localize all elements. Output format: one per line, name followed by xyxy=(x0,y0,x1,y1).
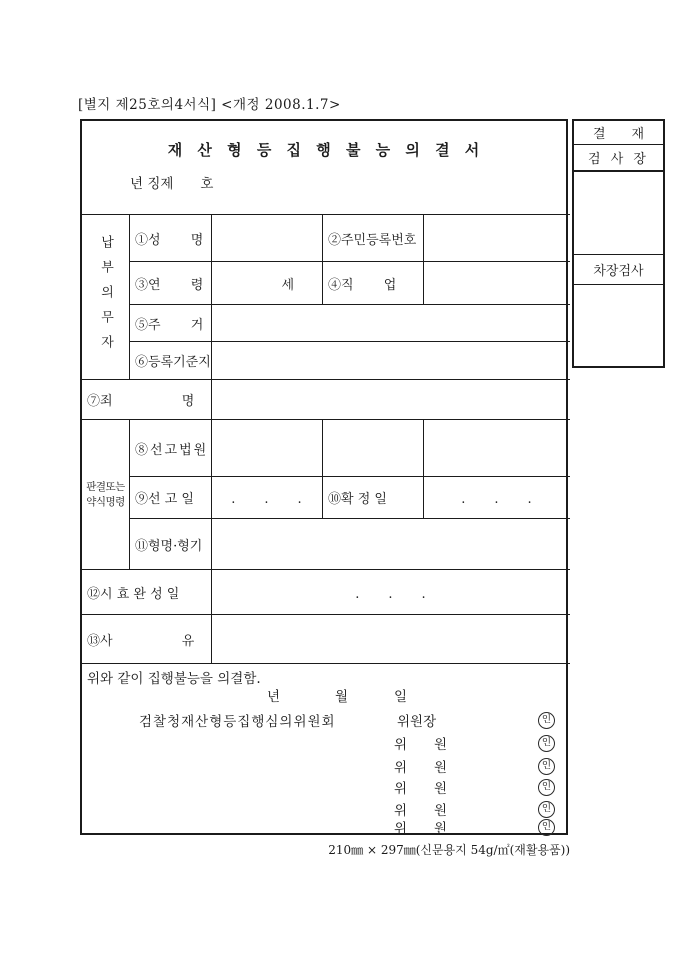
member-seal-row xyxy=(538,778,555,796)
judgment-group-label xyxy=(82,420,130,570)
title-block xyxy=(82,121,570,215)
seal-icon: 인 xyxy=(538,712,555,729)
date-month-label: 월 xyxy=(335,689,349,705)
sentence-date-label: ⑨선 고 일 xyxy=(130,477,212,519)
approval-sign-space-deputy-chief[interactable] xyxy=(574,285,663,366)
member-label: 위 원 xyxy=(394,737,448,753)
age-field[interactable]: 세 xyxy=(212,262,323,305)
domicile-label: ⑥등록기준지 xyxy=(130,342,212,380)
crime-field[interactable] xyxy=(212,380,570,420)
member-seal-row xyxy=(538,800,555,818)
job-field[interactable] xyxy=(424,262,570,305)
seal-icon: 인 xyxy=(538,758,555,775)
penalty-field[interactable] xyxy=(212,519,570,570)
name-label: ①성 명 xyxy=(130,215,212,262)
judgment-group-label-line2: 약식명령 xyxy=(86,495,125,508)
case-number-line[interactable]: 년 징제 호 xyxy=(130,176,214,192)
seal-icon: 인 xyxy=(538,819,555,836)
penalty-label: ⑪형명·형기 xyxy=(130,519,212,570)
court-field-3[interactable] xyxy=(424,420,570,477)
member-seal-row xyxy=(538,734,555,752)
approval-sign-space-prosecutor-general[interactable] xyxy=(574,172,663,255)
seal-icon: 인 xyxy=(538,779,555,796)
court-field-2[interactable] xyxy=(323,420,424,477)
age-label: ③연 령 xyxy=(130,262,212,305)
final-date-field[interactable]: . . . xyxy=(424,477,570,519)
rrn-label: ②주민등록번호 xyxy=(323,215,424,262)
member-seal-row xyxy=(538,818,555,836)
resolution-section xyxy=(82,664,570,837)
resolution-statement: 위와 같이 집행불능을 의결함. xyxy=(87,671,261,687)
obligor-group-label: 납부의무자 xyxy=(82,215,130,380)
name-field[interactable] xyxy=(212,215,323,262)
final-date-label: ⑩확 정 일 xyxy=(323,477,424,519)
judgment-group-label-line1: 판결또는 xyxy=(86,480,125,493)
member-label: 위 원 xyxy=(394,781,448,797)
form-reference-note: [별지 제25호의4서식] <개정 2008.1.7> xyxy=(78,97,341,113)
member-seal-row xyxy=(538,757,555,775)
prescription-field[interactable]: . . . xyxy=(212,570,570,615)
page-title: 재 산 형 등 집 행 불 능 의 결 서 xyxy=(167,141,485,159)
seal-icon: 인 xyxy=(538,801,555,818)
paper-size-note: 210㎜ × 297㎜(신문용지 54g/㎡(재활용품)) xyxy=(328,843,570,857)
main-form-table xyxy=(80,119,568,835)
member-label: 위 원 xyxy=(394,803,448,819)
chair-seal-row xyxy=(538,711,555,729)
court-label: ⑧선고법원 xyxy=(130,420,212,477)
member-label: 위 원 xyxy=(394,821,448,837)
seal-icon: 인 xyxy=(538,735,555,752)
approval-row-deputy-chief-prosecutor: 차장검사 xyxy=(574,255,663,285)
member-label: 위 원 xyxy=(394,760,448,776)
approval-box xyxy=(572,119,665,368)
sentence-date-field[interactable]: . . . xyxy=(212,477,323,519)
court-field-1[interactable] xyxy=(212,420,323,477)
committee-name: 검찰청재산형등집행심의위원회 xyxy=(139,714,336,730)
chair-label: 위원장 xyxy=(397,714,437,730)
date-year-label: 년 xyxy=(267,689,281,705)
reason-field[interactable] xyxy=(212,615,570,664)
job-label: ④직 업 xyxy=(323,262,424,305)
rrn-field[interactable] xyxy=(424,215,570,262)
domicile-field[interactable] xyxy=(212,342,570,380)
residence-label: ⑤주 거 xyxy=(130,305,212,342)
residence-field[interactable] xyxy=(212,305,570,342)
reason-label: ⑬사 유 xyxy=(82,615,212,664)
approval-row-prosecutor-general: 검 사 장 xyxy=(574,145,663,172)
crime-label: ⑦죄 명 xyxy=(82,380,212,420)
approval-title: 결 재 xyxy=(574,121,663,145)
prescription-label: ⑫시 효 완 성 일 xyxy=(82,570,212,615)
date-day-label: 일 xyxy=(394,689,408,705)
